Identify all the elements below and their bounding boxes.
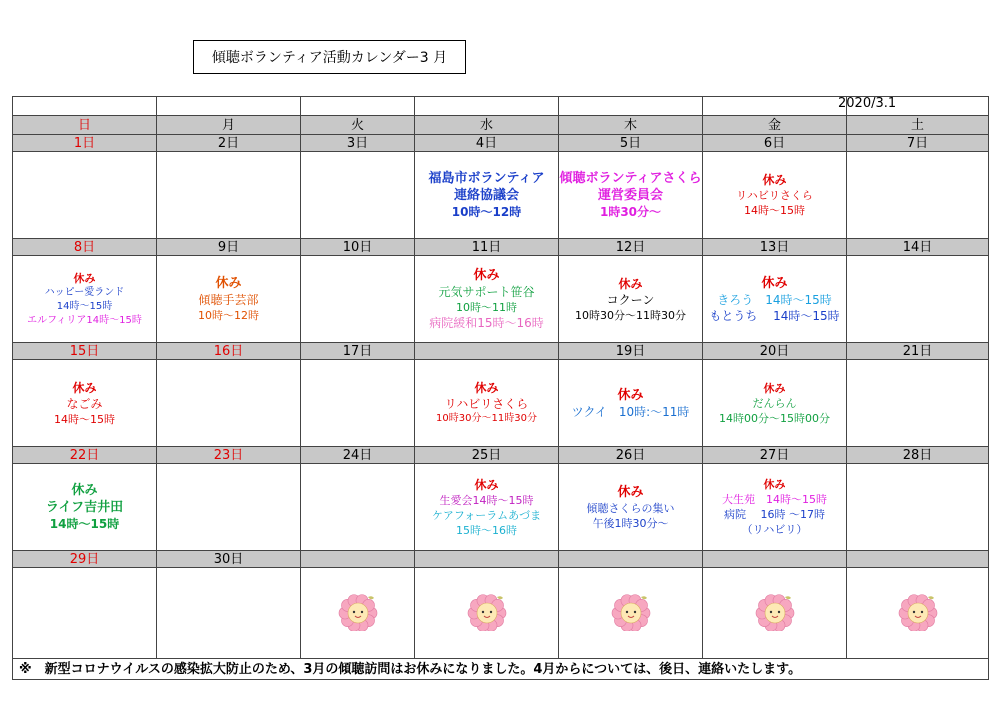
schedule-text: 元気サポート笹谷 <box>438 285 535 299</box>
date-number-row <box>13 447 989 464</box>
date-number: 15日 <box>13 343 157 360</box>
day-schedule-cell <box>13 568 157 659</box>
schedule-row <box>13 152 989 239</box>
schedule-row <box>13 568 989 659</box>
blank-cell <box>847 97 989 116</box>
weekday-header: 水 <box>415 116 559 135</box>
day-schedule-cell <box>301 152 415 239</box>
schedule-row <box>13 256 989 343</box>
date-number: 13日 <box>703 239 847 256</box>
date-number: 23日 <box>157 447 301 464</box>
schedule-text: 病院緩和15時～16時 <box>429 316 544 330</box>
day-schedule-cell <box>703 568 847 659</box>
date-number <box>703 551 847 568</box>
day-schedule-cell <box>703 464 847 551</box>
date-number: 6日 <box>703 135 847 152</box>
date-number: 3日 <box>301 135 415 152</box>
day-schedule-cell <box>847 360 989 447</box>
schedule-text: 休み <box>618 276 643 291</box>
day-schedule-cell <box>703 256 847 343</box>
blank-cell <box>415 97 559 116</box>
date-number: 2日 <box>157 135 301 152</box>
day-schedule-cell <box>703 360 847 447</box>
schedule-text: 休み <box>73 271 96 285</box>
schedule-text: ライフ吉井田 <box>45 500 124 515</box>
schedule-text: 1時30分～ <box>599 205 662 219</box>
schedule-text: 休み <box>761 275 788 291</box>
day-schedule-cell <box>301 256 415 343</box>
day-schedule-cell <box>559 360 703 447</box>
date-number: 21日 <box>847 343 989 360</box>
date-number: 16日 <box>157 343 301 360</box>
blank-top-row <box>13 97 989 116</box>
day-schedule-cell <box>157 360 301 447</box>
date-number-row <box>13 239 989 256</box>
weekday-header: 木 <box>559 116 703 135</box>
blank-cell <box>703 97 847 116</box>
schedule-text: 10時30分～11時30分 <box>436 413 537 424</box>
date-number: 24日 <box>301 447 415 464</box>
date-number: 7日 <box>847 135 989 152</box>
calendar-body <box>13 97 989 680</box>
day-schedule-cell <box>415 360 559 447</box>
schedule-text: 10時～12時 <box>198 309 259 322</box>
schedule-text: 10時～12時 <box>451 205 522 219</box>
date-number: 29日 <box>13 551 157 568</box>
schedule-text: エルフィリア14時～15時 <box>27 314 142 326</box>
notice-row <box>13 659 989 680</box>
schedule-text: 休み <box>763 381 786 395</box>
schedule-text: 傾聴さくらの集い <box>586 501 675 515</box>
blank-cell <box>559 97 703 116</box>
issue-date: 2020/3.1 <box>838 96 897 111</box>
schedule-text: 休み <box>762 173 787 187</box>
schedule-text: 病院 16時 ～17時 <box>724 508 825 521</box>
date-number: 12日 <box>559 239 703 256</box>
schedule-text: 10時30分～11時30分 <box>575 308 686 322</box>
weekday-header-row <box>13 116 989 135</box>
schedule-text: 14時00分～15時00分 <box>719 411 830 425</box>
day-schedule-cell <box>157 464 301 551</box>
day-schedule-cell <box>847 568 989 659</box>
schedule-text: 福島市ボランティア <box>428 171 545 186</box>
schedule-text: ハッピー愛ランド <box>44 286 125 298</box>
date-number: 11日 <box>415 239 559 256</box>
date-number: 28日 <box>847 447 989 464</box>
flower-mascot-icon <box>755 591 795 631</box>
date-number-row <box>13 551 989 568</box>
date-number: 1日 <box>13 135 157 152</box>
schedule-text: （リハビリ） <box>741 523 808 536</box>
date-number: 14日 <box>847 239 989 256</box>
date-number: 10日 <box>301 239 415 256</box>
notice-text: ※ 新型コロナウイルスの感染拡大防止のため、3月の傾聴訪問はお休みになりました。4月からについては、後日、連絡いたします。 <box>13 659 989 680</box>
weekday-header: 火 <box>301 116 415 135</box>
schedule-text: 14時～15時 <box>744 204 805 217</box>
date-number: 4日 <box>415 135 559 152</box>
schedule-text: 15時～16時 <box>456 523 517 537</box>
schedule-row <box>13 360 989 447</box>
blank-cell <box>13 97 157 116</box>
schedule-text: リハビリさくら <box>444 397 529 411</box>
schedule-row <box>13 464 989 551</box>
date-number: 27日 <box>703 447 847 464</box>
weekday-header: 日 <box>13 116 157 135</box>
day-schedule-cell <box>13 152 157 239</box>
calendar-title: 傾聴ボランティア活動カレンダー3 月 <box>211 50 448 66</box>
schedule-text: 休み <box>72 380 97 395</box>
weekday-header: 月 <box>157 116 301 135</box>
day-schedule-cell <box>13 464 157 551</box>
date-number <box>301 551 415 568</box>
flower-decoration <box>898 591 938 635</box>
date-number: 17日 <box>301 343 415 360</box>
schedule-text: 休み <box>473 268 500 283</box>
schedule-text: 生愛会14時～15時 <box>439 493 534 507</box>
day-schedule-cell <box>559 568 703 659</box>
day-schedule-cell <box>847 152 989 239</box>
day-schedule-cell <box>415 152 559 239</box>
schedule-text: ツクイ 10時:～11時 <box>571 404 690 419</box>
day-schedule-cell <box>559 152 703 239</box>
day-schedule-cell <box>157 568 301 659</box>
calendar-table <box>12 96 989 680</box>
schedule-text: 休み <box>215 276 242 291</box>
schedule-text: 連絡協議会 <box>453 188 519 203</box>
date-number: 20日 <box>703 343 847 360</box>
day-schedule-cell <box>847 256 989 343</box>
blank-cell <box>157 97 301 116</box>
flower-mascot-icon <box>338 591 378 631</box>
flower-mascot-icon <box>467 591 507 631</box>
schedule-text: 大生苑 14時～15時 <box>722 493 827 506</box>
schedule-text: 休み <box>71 483 98 498</box>
schedule-text: 午後1時30分～ <box>592 516 669 530</box>
flower-decoration <box>611 591 651 635</box>
date-number <box>415 551 559 568</box>
blank-cell <box>301 97 415 116</box>
day-schedule-cell <box>301 464 415 551</box>
schedule-text: だんらん <box>752 396 797 410</box>
schedule-text: ケアフォーラムあづま <box>431 508 542 522</box>
day-schedule-cell <box>13 360 157 447</box>
schedule-text: 14時～15時 <box>54 412 115 426</box>
flower-mascot-icon <box>898 591 938 631</box>
schedule-text: リハビリさくら <box>736 189 813 202</box>
date-number: 8日 <box>13 239 157 256</box>
weekday-header: 土 <box>847 116 989 135</box>
day-schedule-cell <box>559 464 703 551</box>
day-schedule-cell <box>703 152 847 239</box>
date-number: 22日 <box>13 447 157 464</box>
weekday-header: 金 <box>703 116 847 135</box>
date-number: 25日 <box>415 447 559 464</box>
date-number <box>847 551 989 568</box>
date-number <box>415 343 559 360</box>
day-schedule-cell <box>157 152 301 239</box>
schedule-text: 10時～11時 <box>456 301 517 314</box>
day-schedule-cell <box>301 360 415 447</box>
schedule-text: コクーン <box>606 292 655 307</box>
flower-decoration <box>467 591 507 635</box>
day-schedule-cell <box>301 568 415 659</box>
day-schedule-cell <box>13 256 157 343</box>
date-number: 5日 <box>559 135 703 152</box>
date-number: 19日 <box>559 343 703 360</box>
schedule-text: 休み <box>763 478 786 491</box>
schedule-text: 運営委員会 <box>597 188 663 203</box>
day-schedule-cell <box>415 464 559 551</box>
date-number: 9日 <box>157 239 301 256</box>
schedule-text: 14時～15時 <box>49 517 120 531</box>
flower-decoration <box>338 591 378 635</box>
day-schedule-cell <box>847 464 989 551</box>
flower-mascot-icon <box>611 591 651 631</box>
schedule-text: 休み <box>474 477 499 492</box>
day-schedule-cell <box>157 256 301 343</box>
date-number: 26日 <box>559 447 703 464</box>
schedule-text: 傾聴ボランティアさくら <box>559 171 702 186</box>
schedule-text: 傾聴手芸部 <box>198 293 259 307</box>
date-number: 30日 <box>157 551 301 568</box>
schedule-text: 休み <box>474 381 499 395</box>
schedule-text: 14時～15時 <box>56 300 113 312</box>
schedule-text: もとうち 14時～15時 <box>709 308 840 323</box>
date-number-row <box>13 343 989 360</box>
calendar-title-box <box>193 40 466 74</box>
date-number <box>559 551 703 568</box>
day-schedule-cell <box>415 256 559 343</box>
day-schedule-cell <box>559 256 703 343</box>
schedule-text: きろう 14時～15時 <box>717 292 832 307</box>
schedule-text: 休み <box>617 387 644 403</box>
flower-decoration <box>755 591 795 635</box>
schedule-text: なごみ <box>66 396 103 411</box>
date-number-row <box>13 135 989 152</box>
day-schedule-cell <box>415 568 559 659</box>
schedule-text: 休み <box>617 484 644 500</box>
